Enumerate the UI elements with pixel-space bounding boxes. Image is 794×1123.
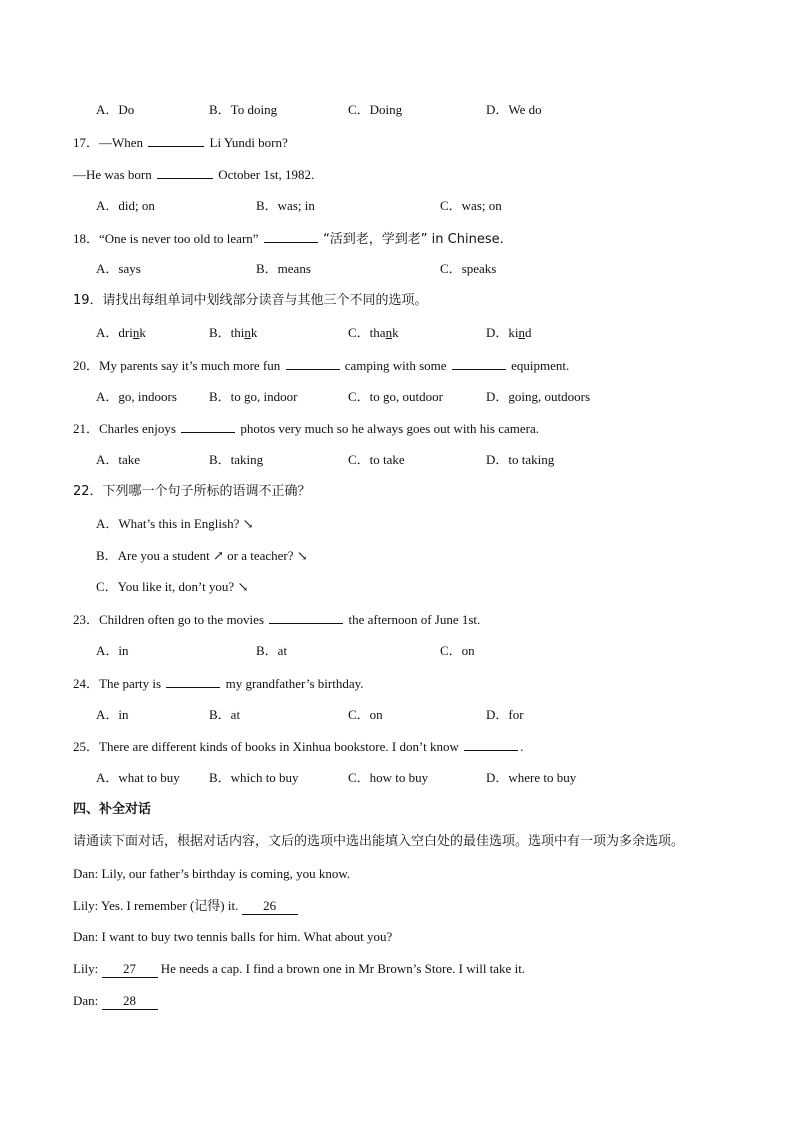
blank-27[interactable]: 27	[102, 961, 158, 978]
q25-option-b[interactable]: B．which to buy	[209, 770, 299, 785]
q25-option-c[interactable]: C．how to buy	[348, 770, 429, 785]
q21-question	[73, 420, 539, 437]
q19-b-underlined: n	[244, 325, 251, 340]
q23-blank[interactable]	[269, 611, 343, 624]
q25-prefix: 25．There are different kinds of books in Xinhua bookstore. I don’t know	[73, 739, 459, 754]
q19-d-underlined: n	[518, 325, 526, 340]
q19-b-rest: k	[250, 325, 258, 340]
q18-question	[73, 230, 504, 248]
q20-question	[73, 357, 569, 374]
q19-option-a[interactable]	[96, 325, 146, 341]
q17-reply-prefix: —He was born	[73, 167, 152, 182]
q23-option-c[interactable]: C．on	[440, 643, 475, 658]
dialog-line-3: Dan: I want to buy two tennis balls for him. What about you?	[73, 929, 393, 944]
q23-prefix: 23．Children often go to the movies	[73, 612, 265, 627]
q17-reply-suffix: October 1st, 1982.	[218, 167, 315, 182]
q19-a-underlined: n	[132, 325, 140, 340]
q18-blank[interactable]	[264, 230, 318, 243]
dialog-line-4	[73, 961, 525, 978]
q19-c-rest: k	[392, 325, 399, 340]
q20-option-a[interactable]: A．go, indoors	[96, 389, 177, 404]
q21-option-b[interactable]: B．taking	[209, 452, 264, 467]
dialog-line-5-prefix: Dan:	[73, 993, 99, 1008]
q22-option-c[interactable]: C．You like it, don’t you? ↘	[96, 579, 249, 594]
q19-option-d[interactable]	[486, 325, 532, 341]
q19-c-underlined: n	[385, 325, 393, 340]
q23-option-a[interactable]: A．in	[96, 643, 129, 658]
q23-suffix: the afternoon of June 1st.	[348, 612, 481, 627]
q19-option-b[interactable]	[209, 325, 257, 341]
q24-option-a[interactable]: A．in	[96, 707, 129, 722]
q17-reply	[73, 166, 314, 183]
q21-option-d[interactable]: D．to taking	[486, 452, 555, 467]
q18-option-c[interactable]: C．speaks	[440, 261, 497, 276]
q18-option-a[interactable]: A．says	[96, 261, 141, 276]
section-4-title: 四、补全对话	[73, 802, 152, 817]
q16-option-b[interactable]: B．To doing	[209, 102, 278, 117]
q23-question	[73, 611, 480, 628]
q17-option-c[interactable]: C．was; on	[440, 198, 502, 213]
q18-suffix: “活到老，学到老” in Chinese.	[323, 232, 504, 247]
q24-question	[73, 675, 364, 692]
q20-part-2: camping with some	[344, 358, 447, 373]
q21-suffix: photos very much so he always goes out with his camera.	[240, 421, 539, 436]
q22-option-a[interactable]: A．What’s this in English? ↘	[96, 516, 254, 531]
q21-prefix: 21．Charles enjoys	[73, 421, 176, 436]
blank-28[interactable]: 28	[102, 993, 158, 1010]
q19-a-rest: k	[139, 325, 146, 340]
q17-blank-1[interactable]	[148, 134, 204, 147]
q21-option-c[interactable]: C．to take	[348, 452, 405, 467]
q17-prefix: 17．—When	[73, 135, 144, 150]
q16-option-a[interactable]: A．Do	[96, 102, 135, 117]
q24-prefix: 24．The party is	[73, 676, 162, 691]
q20-option-b[interactable]: B．to go, indoor	[209, 389, 298, 404]
q17-suffix: Li Yundi born?	[209, 135, 288, 150]
q19-question: 19．请找出每组单词中划线部分读音与其他三个不同的选项。	[73, 293, 428, 308]
q24-option-b[interactable]: B．at	[209, 707, 241, 722]
q19-option-c[interactable]	[348, 325, 399, 341]
q20-option-c[interactable]: C．to go, outdoor	[348, 389, 443, 404]
q16-option-c[interactable]: C．Doing	[348, 102, 403, 117]
q16-option-d[interactable]: D．We do	[486, 102, 542, 117]
q24-suffix: my grandfather’s birthday.	[225, 676, 364, 691]
q17-question	[73, 134, 288, 151]
dialog-line-2	[73, 898, 298, 915]
q19-d-label: D．ki	[486, 325, 519, 340]
dialog-line-5	[73, 993, 158, 1010]
q17-blank-2[interactable]	[157, 166, 213, 179]
q25-option-a[interactable]: A．what to buy	[96, 770, 180, 785]
q21-option-a[interactable]: A．take	[96, 452, 141, 467]
dialog-line-2-text: Lily: Yes. I remember (记得) it.	[73, 898, 239, 913]
q22-question: 22．下列哪一个句子所标的语调不正确？	[73, 484, 311, 499]
q22-option-b[interactable]: B．Are you a student ↗ or a teacher? ↘	[96, 548, 308, 563]
q18-option-b[interactable]: B．means	[256, 261, 311, 276]
q19-c-label: C．tha	[348, 325, 386, 340]
q19-a-label: A．dri	[96, 325, 133, 340]
section-4-instructions: 请通读下面对话，根据对话内容，文后的选项中选出能填入空白处的最佳选项。选项中有一项为多余选项。	[73, 834, 685, 849]
q17-option-a[interactable]: A．did; on	[96, 198, 155, 213]
q20-blank-1[interactable]	[286, 357, 340, 370]
blank-26[interactable]: 26	[242, 898, 298, 915]
q20-part-1: 20．My parents say it’s much more fun	[73, 358, 281, 373]
q24-blank[interactable]	[166, 675, 220, 688]
q19-d-rest: d	[525, 325, 532, 340]
q21-blank[interactable]	[181, 420, 235, 433]
q17-option-b[interactable]: B．was; in	[256, 198, 315, 213]
q20-part-3: equipment.	[511, 358, 570, 373]
q20-blank-2[interactable]	[452, 357, 506, 370]
q19-b-label: B．thi	[209, 325, 245, 340]
dialog-line-4-suffix: He needs a cap. I find a brown one in Mr Brown’s Store. I will take it.	[160, 961, 526, 976]
q20-option-d[interactable]: D．going, outdoors	[486, 389, 591, 404]
q25-option-d[interactable]: D．where to buy	[486, 770, 577, 785]
q23-option-b[interactable]: B．at	[256, 643, 288, 658]
q18-prefix: 18．“One is never too old to learn”	[73, 231, 259, 246]
q25-blank[interactable]	[464, 738, 518, 751]
q24-option-d[interactable]: D．for	[486, 707, 524, 722]
dialog-line-4-prefix: Lily:	[73, 961, 99, 976]
q24-option-c[interactable]: C．on	[348, 707, 383, 722]
q25-suffix: .	[520, 739, 524, 754]
q25-question	[73, 738, 523, 755]
dialog-line-1: Dan: Lily, our father’s birthday is coming, you know.	[73, 866, 351, 881]
